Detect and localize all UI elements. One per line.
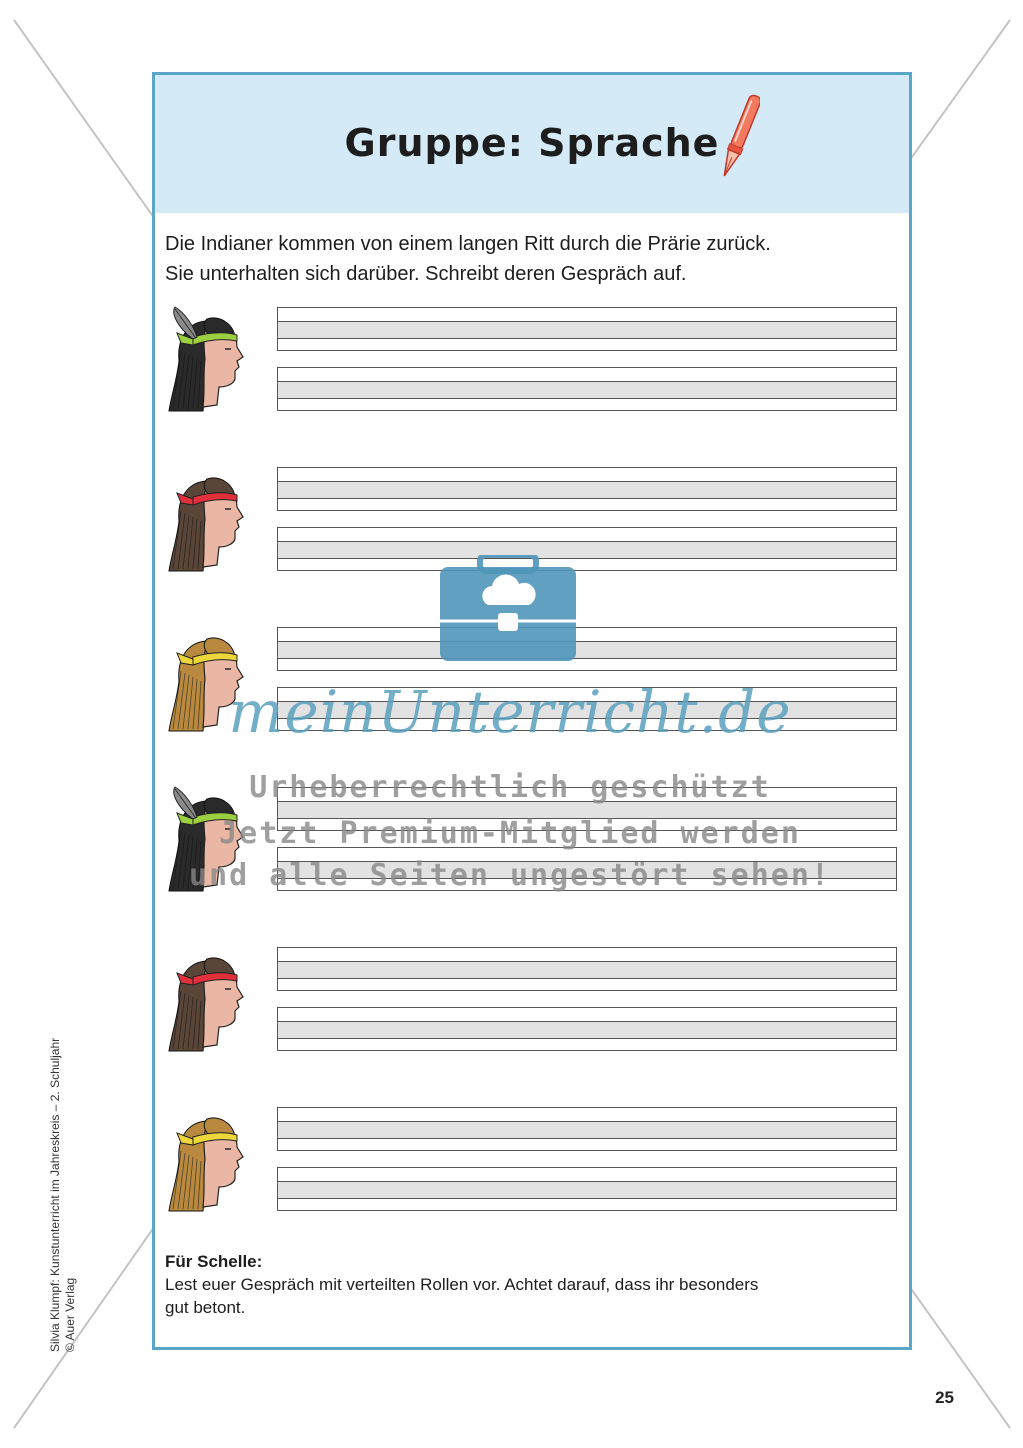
writing-line[interactable] — [277, 627, 897, 671]
indian-head-blond-hair-icon — [163, 1105, 263, 1213]
publisher-line: © Auer Verlag — [63, 1277, 77, 1352]
writing-line[interactable] — [277, 947, 897, 991]
watermark-brand: meinUnterricht.de — [228, 678, 792, 746]
page-title: Gruppe: Sprache — [344, 121, 720, 165]
writing-line[interactable] — [277, 1007, 897, 1051]
indian-head-brown-hair-icon — [163, 465, 263, 573]
writing-line[interactable] — [277, 307, 897, 351]
writing-line[interactable] — [277, 847, 897, 891]
writing-line[interactable] — [277, 1167, 897, 1211]
worksheet-header — [155, 75, 909, 213]
worksheet-frame — [152, 72, 912, 1350]
writing-line[interactable] — [277, 367, 897, 411]
writing-line[interactable] — [277, 1107, 897, 1151]
instruction-line: Die Indianer kommen von einem langen Ritt durch die Prärie zurück. — [165, 233, 771, 255]
watermark-text: Jetzt Premium-Mitglied werden — [219, 816, 801, 851]
writing-line[interactable] — [277, 687, 897, 731]
dialogue-row — [163, 305, 903, 415]
indian-head-black-hair-icon — [163, 785, 263, 893]
dialogue-row — [163, 465, 903, 575]
task-instructions — [165, 229, 905, 289]
bonus-task — [165, 1250, 905, 1319]
dialogue-row — [163, 945, 903, 1055]
indian-head-brown-hair-icon — [163, 945, 263, 1053]
bonus-task-text: Lest euer Gespräch mit verteilten Rollen vor. Achtet darauf, dass ihr besonders — [165, 1275, 759, 1294]
watermark-text: und alle Seiten ungestört sehen! — [189, 858, 831, 893]
dialogue-row — [163, 625, 903, 735]
indian-head-black-hair-icon — [163, 305, 263, 413]
writing-line[interactable] — [277, 467, 897, 511]
side-credit — [48, 1038, 78, 1352]
credit-line: Silvia Klumpf: Kunstunterricht im Jahreskreis – 2. Schuljahr — [48, 1037, 62, 1352]
writing-line[interactable] — [277, 787, 897, 831]
page-number: 25 — [935, 1388, 954, 1407]
writing-line[interactable] — [277, 527, 897, 571]
instruction-line: Sie unterhalten sich darüber. Schreibt deren Gespräch auf. — [165, 263, 687, 285]
indian-head-blond-hair-icon — [163, 625, 263, 733]
dialogue-row — [163, 785, 903, 895]
fountain-pen-icon — [720, 89, 760, 185]
bonus-task-text: gut betont. — [165, 1298, 246, 1317]
dialogue-row — [163, 1105, 903, 1215]
watermark-text: Urheberrechtlich geschützt — [249, 770, 771, 805]
bonus-task-label: Für Schelle: — [165, 1252, 263, 1271]
